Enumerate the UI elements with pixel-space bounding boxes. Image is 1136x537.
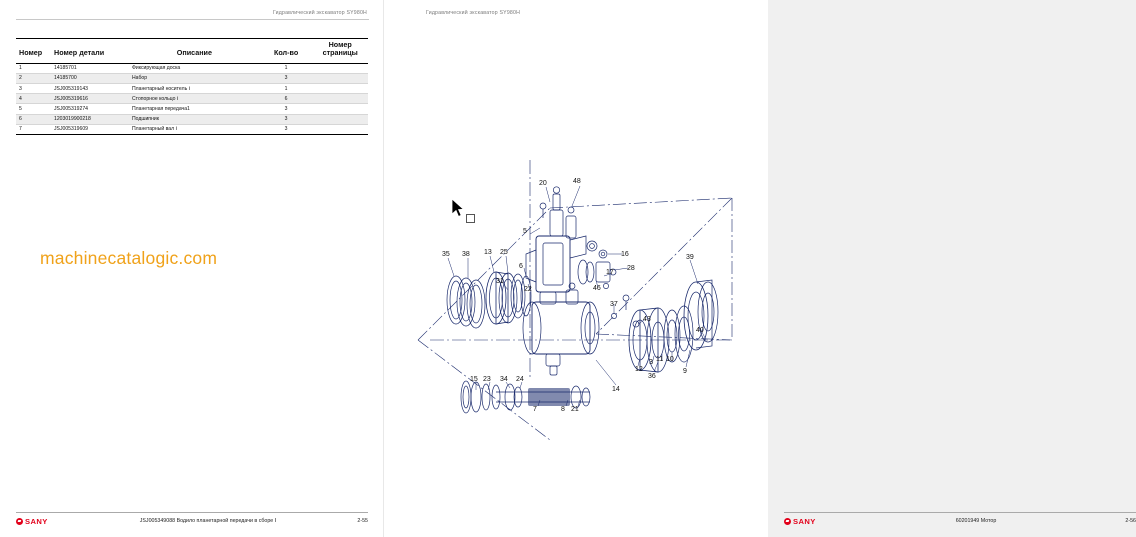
cell-number: 1 xyxy=(16,63,51,73)
leader-lines xyxy=(448,186,706,406)
right-page-header: Гидравлический экскаватор SY980H xyxy=(426,10,521,16)
right-page-footer xyxy=(784,514,1136,528)
cell-description: Планетарный носитель Ⅰ xyxy=(129,83,260,93)
callout-28: 28 xyxy=(627,265,635,272)
sany-logo xyxy=(784,517,862,526)
callout-31: 31 xyxy=(496,278,504,285)
callout-43: 43 xyxy=(643,316,651,323)
callout-24: 24 xyxy=(516,376,524,383)
selection-marker xyxy=(466,214,475,223)
cell-part-number: JSJ005319609 xyxy=(51,124,129,134)
sany-logo-icon xyxy=(16,518,23,525)
right-footer-page-number: 2-56 xyxy=(1125,518,1136,524)
column-header-description: Описание xyxy=(129,39,260,64)
cell-description: Планетарный вал Ⅰ xyxy=(129,124,260,134)
sany-logo xyxy=(16,517,94,526)
cell-number: 4 xyxy=(16,94,51,104)
column-header-page-number xyxy=(312,39,368,64)
parts-table-head xyxy=(16,39,368,64)
watermark-text: machinecatalogic.com xyxy=(40,248,218,268)
callout-37: 37 xyxy=(610,301,618,308)
callout-36: 36 xyxy=(648,373,656,380)
column-header-quantity: Кол-во xyxy=(260,39,313,64)
cell-part-number: JSJ005319616 xyxy=(51,94,129,104)
column-header-page-line2: страницы xyxy=(322,48,358,58)
column-header-number: Номер xyxy=(16,39,51,64)
table-row xyxy=(16,104,368,114)
motor-exploded-diagram xyxy=(400,40,752,490)
fasteners-right xyxy=(603,283,639,327)
parts-table-body xyxy=(16,63,368,134)
cell-description: Подшипник xyxy=(129,114,260,124)
cell-part-number: JSJ005319274 xyxy=(51,104,129,114)
cell-quantity: 3 xyxy=(260,124,313,134)
right-footer-title: 60201949 Мотор xyxy=(955,518,997,524)
center-axis-lines xyxy=(430,160,730,380)
callout-10: 10 xyxy=(666,356,674,363)
cell-page xyxy=(312,104,368,114)
left-disc-stack xyxy=(447,276,485,328)
callout-25: 25 xyxy=(500,249,508,256)
column-header-page-line1: Номер xyxy=(328,40,352,49)
table-row xyxy=(16,73,368,83)
table-row xyxy=(16,94,368,104)
callout-7: 7 xyxy=(533,406,537,413)
callout-40: 40 xyxy=(696,327,704,334)
sany-logo-text: SANY xyxy=(793,516,816,526)
cell-quantity: 1 xyxy=(260,83,313,93)
callout-20: 20 xyxy=(539,180,547,187)
cell-description: Набор xyxy=(129,73,260,83)
callout-21: 21 xyxy=(571,406,579,413)
callout-12: 12 xyxy=(635,366,643,373)
callout-15: 15 xyxy=(470,376,478,383)
left-page-sheet xyxy=(0,0,384,537)
table-row xyxy=(16,114,368,124)
left-header-rule xyxy=(16,19,369,20)
callout-6: 6 xyxy=(519,263,523,270)
cell-number: 6 xyxy=(16,114,51,124)
diagram-geometry xyxy=(418,160,732,440)
cell-number: 7 xyxy=(16,124,51,134)
cell-number: 3 xyxy=(16,83,51,93)
cell-part-number: 1203019900218 xyxy=(51,114,129,124)
callout-17: 17 xyxy=(606,269,614,276)
callout-16: 16 xyxy=(621,251,629,258)
left-page-footer xyxy=(16,514,368,528)
exploded-guide-lines xyxy=(418,198,732,440)
callout-9: 9 xyxy=(683,368,687,375)
cell-page xyxy=(312,83,368,93)
cell-description: Стопорное кольцо Ⅰ xyxy=(129,94,260,104)
cell-number: 5 xyxy=(16,104,51,114)
callout-14: 14 xyxy=(612,386,620,393)
column-header-part-number: Номер детали xyxy=(51,39,129,64)
table-row xyxy=(16,124,368,134)
parts-table-header-row xyxy=(16,39,368,64)
cell-part-number: 14185700 xyxy=(51,73,129,83)
parts-table xyxy=(16,38,368,135)
callout-5: 5 xyxy=(523,228,527,235)
callout-34: 34 xyxy=(500,376,508,383)
right-footer-rule xyxy=(784,512,1136,513)
diagram-svg xyxy=(400,40,752,490)
callout-13: 13 xyxy=(484,249,492,256)
cell-description: Планетарная передача1 xyxy=(129,104,260,114)
cell-part-number: JSJ005319143 xyxy=(51,83,129,93)
callout-22: 22 xyxy=(524,286,532,293)
sany-logo-icon xyxy=(784,518,791,525)
callout-3: 3 xyxy=(649,359,653,366)
left-footer-title: JSJ005349088 Водило планетарной передачи в сборе Ⅰ xyxy=(139,518,277,524)
cell-page xyxy=(312,94,368,104)
callout-38: 38 xyxy=(462,251,470,258)
callout-39: 39 xyxy=(686,254,694,261)
cell-description: Фиксирующая доска xyxy=(129,63,260,73)
callout-11: 11 xyxy=(656,356,664,363)
motor-main-housing xyxy=(523,283,599,375)
cell-quantity: 1 xyxy=(260,63,313,73)
table-row xyxy=(16,63,368,73)
cell-page xyxy=(312,73,368,83)
cell-part-number: 14185701 xyxy=(51,63,129,73)
callout-46: 46 xyxy=(593,285,601,292)
callout-23: 23 xyxy=(483,376,491,383)
cell-page xyxy=(312,114,368,124)
sany-logo-text: SANY xyxy=(25,516,48,526)
upper-housing xyxy=(526,187,616,292)
callout-8: 8 xyxy=(561,406,565,413)
cell-quantity: 6 xyxy=(260,94,313,104)
cell-page xyxy=(312,124,368,134)
left-footer-page-number: 2-55 xyxy=(357,518,368,524)
left-footer-rule xyxy=(16,512,368,513)
callout-48: 48 xyxy=(573,178,581,185)
cell-quantity: 3 xyxy=(260,114,313,124)
cell-number: 2 xyxy=(16,73,51,83)
cell-quantity: 3 xyxy=(260,104,313,114)
callout-35: 35 xyxy=(442,251,450,258)
cell-page xyxy=(312,63,368,73)
left-page-header: Гидравлический экскаватор SY980H xyxy=(272,10,367,16)
cell-quantity: 3 xyxy=(260,73,313,83)
table-row xyxy=(16,83,368,93)
